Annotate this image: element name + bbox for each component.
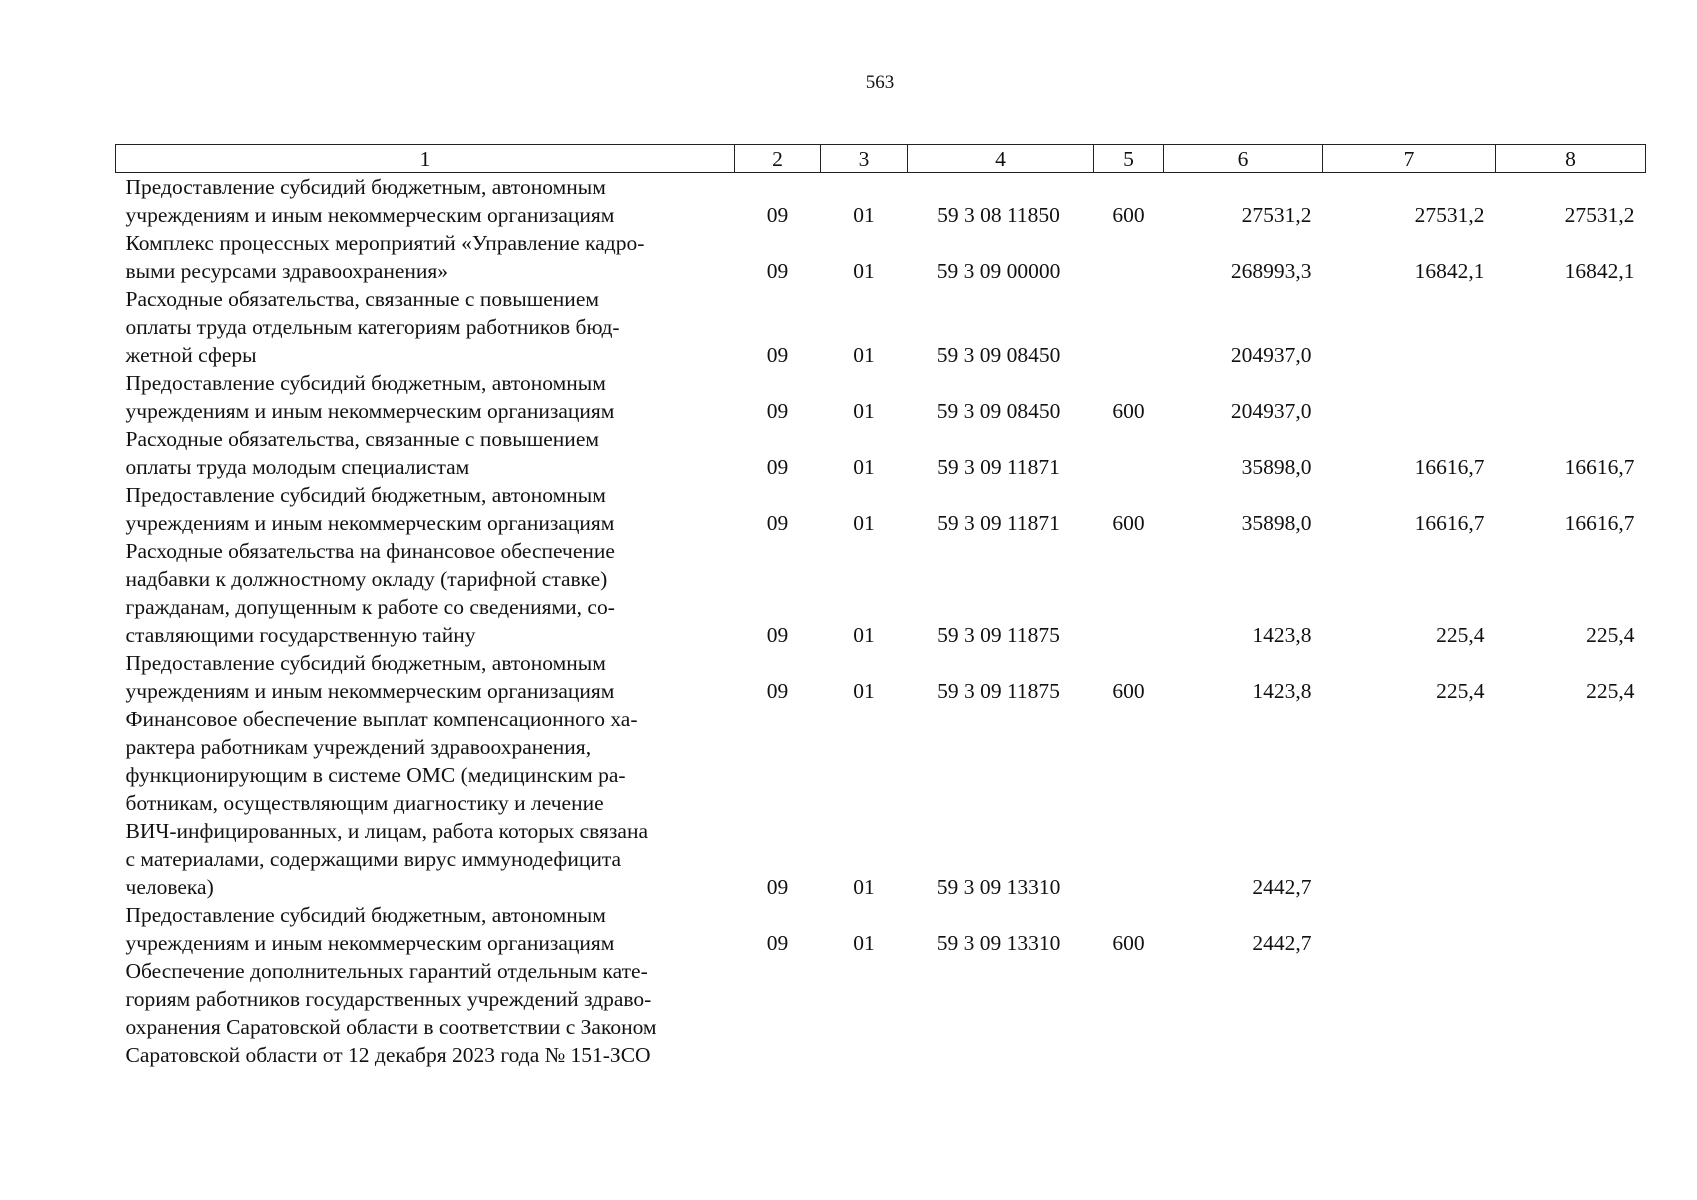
expense-type-code (1094, 425, 1164, 481)
table-row (116, 173, 1646, 230)
amount-col-6: 35898,0 (1241, 511, 1312, 535)
description-line: учреждениям и иным некоммерческим организациям (125, 931, 615, 955)
amount-col-6: 1423,8 (1252, 623, 1312, 647)
description-line: рактера работникам учреждений здравоохранения, (125, 735, 592, 759)
description-line: оплаты труда отдельным категориям работников бюд- (125, 315, 620, 339)
column-header-2: 2 (735, 145, 821, 173)
subsection-code: 01 (853, 679, 875, 703)
amount-col-6: 27531,2 (1241, 203, 1312, 227)
amount-col-8: 16842,1 (1564, 259, 1635, 283)
description-line: учреждениям и иным некоммерческим организациям (125, 399, 615, 423)
amount-col-8: 225,4 (1586, 623, 1635, 647)
row-description (116, 705, 735, 901)
amount-col-8: 225,4 (1586, 679, 1635, 703)
target-article-code (908, 957, 1094, 1069)
expense-type-code (1094, 285, 1164, 369)
subsection-code: 01 (853, 259, 875, 283)
row-description (116, 649, 735, 705)
description-line: ботникам, осуществляющим диагностику и лечение (125, 791, 604, 815)
row-description (116, 229, 735, 285)
row-description (116, 537, 735, 649)
description-line: Расходные обязательства, связанные с повышением (125, 427, 599, 451)
target-article-code: 59 3 09 11875 (937, 679, 1060, 703)
subsection-code: 01 (853, 875, 875, 899)
subsection-code: 01 (853, 931, 875, 955)
description-line: Предоставление субсидий бюджетным, автономным (125, 371, 606, 395)
column-header-6: 6 (1164, 145, 1323, 173)
description-line: учреждениям и иным некоммерческим организациям (125, 203, 615, 227)
row-description (116, 285, 735, 369)
amount-col-8: 27531,2 (1564, 203, 1635, 227)
table-row (116, 481, 1646, 537)
amount-col-6: 204937,0 (1230, 399, 1312, 423)
subsection-code (821, 957, 908, 1069)
subsection-code: 01 (853, 343, 875, 367)
expense-type-code (1094, 705, 1164, 901)
amount-col-6: 268993,3 (1230, 259, 1312, 283)
description-line: Предоставление субсидий бюджетным, автономным (125, 483, 606, 507)
target-article-code: 59 3 09 13310 (936, 931, 1061, 955)
column-header-4: 4 (908, 145, 1094, 173)
row-description (116, 481, 735, 537)
section-code: 09 (766, 259, 789, 283)
subsection-code: 01 (853, 399, 875, 423)
target-article-code: 59 3 08 11850 (937, 203, 1060, 227)
table-row (116, 649, 1646, 705)
subsection-code: 01 (853, 203, 875, 227)
row-description (116, 369, 735, 425)
section-code: 09 (766, 931, 789, 955)
table-row (116, 425, 1646, 481)
expense-type-code: 600 (1112, 203, 1145, 227)
description-line: учреждениям и иным некоммерческим организациям (125, 679, 615, 703)
amount-col-8 (1496, 369, 1646, 425)
table-row (116, 285, 1646, 369)
description-line: с материалами, содержащими вирус иммунодефицита (125, 847, 622, 871)
amount-col-8 (1496, 957, 1646, 1069)
amount-col-7: 27531,2 (1414, 203, 1485, 227)
description-line: ВИЧ-инфицированных, и лицам, работа которых связана (125, 819, 649, 843)
amount-col-7 (1323, 901, 1496, 957)
header-row (116, 145, 1646, 173)
description-line: Финансовое обеспечение выплат компенсационного ха- (125, 707, 638, 731)
section-code: 09 (766, 203, 789, 227)
amount-col-8: 16616,7 (1564, 455, 1635, 479)
column-header-8: 8 (1496, 145, 1646, 173)
amount-col-7 (1323, 705, 1496, 901)
column-header-1: 1 (116, 145, 735, 173)
amount-col-8 (1496, 285, 1646, 369)
row-description (116, 957, 735, 1069)
description-line: Предоставление субсидий бюджетным, автономным (125, 903, 606, 927)
description-line: надбавки к должностному окладу (тарифной ставке) (125, 567, 608, 591)
description-line: охранения Саратовской области в соответствии с Законом (125, 1015, 657, 1039)
row-description (116, 425, 735, 481)
expense-type-code: 600 (1112, 399, 1145, 423)
description-line: ставляющими государственную тайну (125, 623, 476, 647)
row-description (116, 173, 735, 230)
target-article-code: 59 3 09 08450 (936, 399, 1061, 423)
amount-col-6: 2442,7 (1252, 875, 1312, 899)
description-line: жетной сферы (125, 343, 257, 367)
description-line: гориям работников государственных учреждений здраво- (125, 987, 652, 1011)
amount-col-7 (1323, 957, 1496, 1069)
amount-col-6 (1164, 957, 1323, 1069)
amount-col-8 (1496, 901, 1646, 957)
section-code: 09 (766, 623, 789, 647)
section-code: 09 (766, 343, 789, 367)
amount-col-7 (1323, 285, 1496, 369)
amount-col-7: 225,4 (1436, 679, 1485, 703)
description-line: Расходные обязательства на финансовое обеспечение (125, 539, 615, 563)
section-code: 09 (766, 455, 789, 479)
description-line: учреждениям и иным некоммерческим организациям (125, 511, 615, 535)
expense-type-code (1094, 537, 1164, 649)
subsection-code: 01 (853, 455, 875, 479)
target-article-code: 59 3 09 11871 (937, 455, 1060, 479)
description-line: функционирующим в системе ОМС (медицинским ра- (125, 763, 626, 787)
table-row (116, 957, 1646, 1069)
target-article-code: 59 3 09 11875 (937, 623, 1060, 647)
section-code: 09 (766, 875, 789, 899)
subsection-code: 01 (853, 623, 875, 647)
amount-col-7: 225,4 (1436, 623, 1485, 647)
column-header-3: 3 (821, 145, 908, 173)
expense-type-code (1094, 229, 1164, 285)
description-line: оплаты труда молодым специалистам (125, 455, 470, 479)
subsection-code: 01 (853, 511, 875, 535)
expense-type-code: 600 (1112, 511, 1145, 535)
amount-col-6: 1423,8 (1252, 679, 1312, 703)
table-row (116, 901, 1646, 957)
target-article-code: 59 3 09 00000 (936, 259, 1061, 283)
target-article-code: 59 3 09 08450 (936, 343, 1061, 367)
expense-type-code: 600 (1112, 679, 1145, 703)
row-description (116, 901, 735, 957)
description-line: Расходные обязательства, связанные с повышением (125, 287, 599, 311)
description-line: гражданам, допущенным к работе со сведениями, со- (125, 595, 615, 619)
table-row (116, 369, 1646, 425)
description-line: Предоставление субсидий бюджетным, автономным (125, 175, 606, 199)
table-row (116, 705, 1646, 901)
target-article-code: 59 3 09 13310 (936, 875, 1061, 899)
target-article-code: 59 3 09 11871 (937, 511, 1060, 535)
description-line: человека) (125, 875, 214, 899)
table-row (116, 537, 1646, 649)
section-code: 09 (766, 399, 789, 423)
description-line: Предоставление субсидий бюджетным, автономным (125, 651, 606, 675)
description-line: Комплекс процессных мероприятий «Управление кадро- (125, 231, 645, 255)
section-code: 09 (766, 511, 789, 535)
page-number: 563 (865, 72, 895, 93)
amount-col-6: 2442,7 (1252, 931, 1312, 955)
amount-col-7: 16842,1 (1414, 259, 1485, 283)
description-line: выми ресурсами здравоохранения» (125, 259, 449, 283)
expense-type-code: 600 (1112, 931, 1145, 955)
amount-col-6: 204937,0 (1230, 343, 1312, 367)
amount-col-7: 16616,7 (1414, 511, 1485, 535)
section-code (735, 957, 821, 1069)
description-line: Обеспечение дополнительных гарантий отдельным кате- (125, 959, 648, 983)
expense-type-code (1094, 957, 1164, 1069)
column-header-5: 5 (1094, 145, 1164, 173)
amount-col-7 (1323, 369, 1496, 425)
section-code: 09 (766, 679, 789, 703)
column-header-7: 7 (1323, 145, 1496, 173)
table-header (116, 145, 1646, 173)
table-body (116, 173, 1646, 1070)
amount-col-6: 35898,0 (1241, 455, 1312, 479)
amount-col-7: 16616,7 (1414, 455, 1485, 479)
amount-col-8 (1496, 705, 1646, 901)
description-line: Саратовской области от 12 декабря 2023 года № 151-ЗСО (125, 1043, 651, 1067)
table-row (116, 229, 1646, 285)
budget-table (115, 144, 1646, 1069)
amount-col-8: 16616,7 (1564, 511, 1635, 535)
